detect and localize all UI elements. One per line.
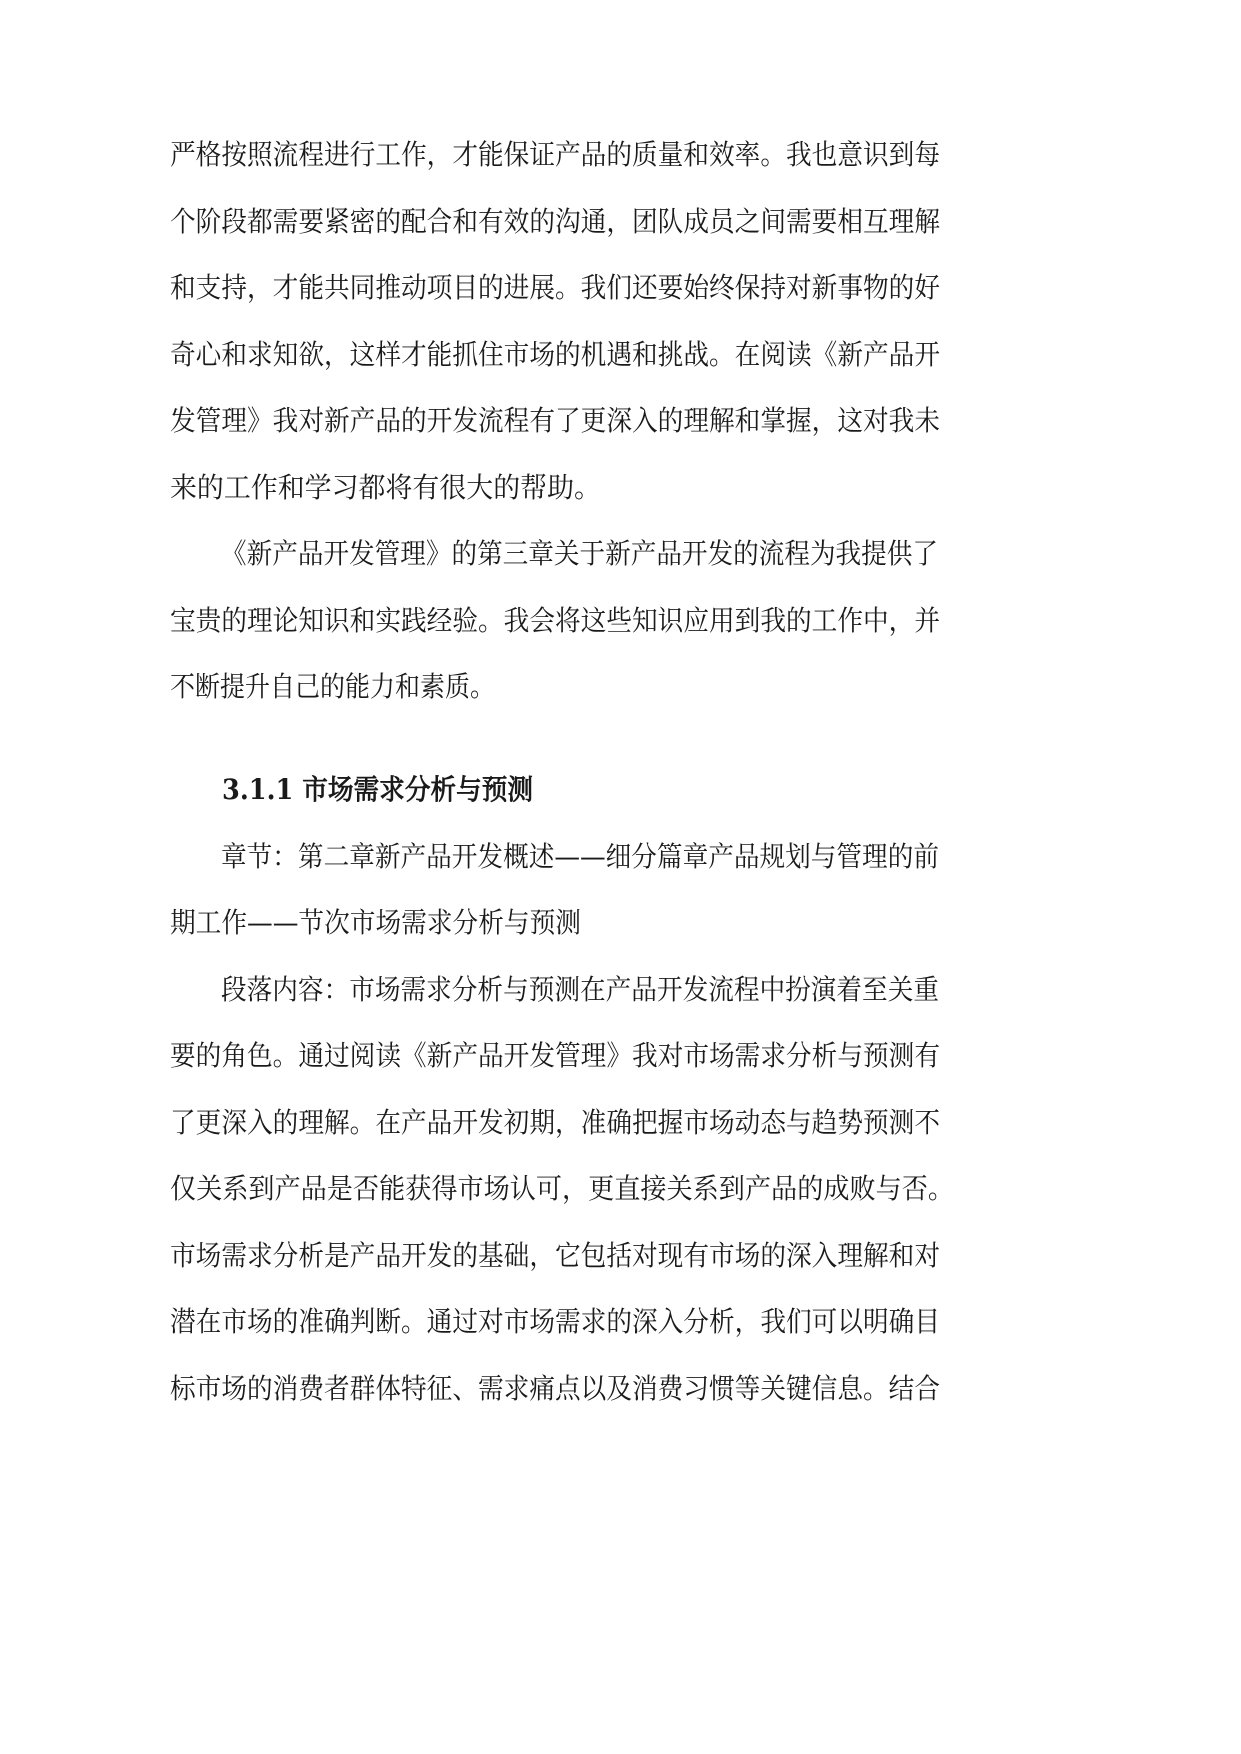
line-text: 和支持，才能共同推动项目的进展。我们还要始终保持对新事物的好 xyxy=(170,271,940,304)
line-text: 发管理》我对新产品的开发流程有了更深入的理解和掌握，这对我未 xyxy=(170,404,940,437)
section-heading xyxy=(0,770,1241,810)
paragraph-line xyxy=(0,667,1241,707)
paragraph-line xyxy=(0,1302,1241,1342)
paragraph-line xyxy=(0,1103,1241,1143)
paragraph-line xyxy=(0,903,1241,943)
line-text: 章节：第二章新产品开发概述——细分篇章产品规划与管理的前 xyxy=(221,840,939,873)
paragraph-line xyxy=(0,1036,1241,1076)
line-text: 来的工作和学习都将有很大的帮助。 xyxy=(170,471,601,504)
line-text: 奇心和求知欲，这样才能抓住市场的机遇和挑战。在阅读《新产品开 xyxy=(170,338,940,371)
paragraph-line xyxy=(0,1169,1241,1209)
line-text: 标市场的消费者群体特征、需求痛点以及消费习惯等关键信息。结合 xyxy=(170,1372,940,1405)
paragraph-line xyxy=(0,970,1241,1010)
paragraph-line xyxy=(0,401,1241,441)
line-text: 段落内容：市场需求分析与预测在产品开发流程中扮演着至关重 xyxy=(221,973,939,1006)
line-text: 严格按照流程进行工作，才能保证产品的质量和效率。我也意识到每 xyxy=(170,138,940,171)
paragraph-line xyxy=(0,268,1241,308)
section-heading-text: 3.1.1 市场需求分析与预测 xyxy=(222,773,533,806)
line-text: 潜在市场的准确判断。通过对市场需求的深入分析，我们可以明确目 xyxy=(170,1305,940,1338)
line-text: 宝贵的理论知识和实践经验。我会将这些知识应用到我的工作中，并 xyxy=(170,604,940,637)
line-text: 仅关系到产品是否能获得市场认可，更直接关系到产品的成败与否。 xyxy=(170,1172,954,1205)
line-text: 要的角色。通过阅读《新产品开发管理》我对市场需求分析与预测有 xyxy=(170,1039,940,1072)
paragraph-line xyxy=(0,1369,1241,1409)
line-text: 市场需求分析是产品开发的基础，它包括对现有市场的深入理解和对 xyxy=(170,1239,940,1272)
paragraph-line xyxy=(0,202,1241,242)
line-text: 了更深入的理解。在产品开发初期，准确把握市场动态与趋势预测不 xyxy=(170,1106,940,1139)
paragraph-line xyxy=(0,534,1241,574)
line-text: 不断提升自己的能力和素质。 xyxy=(170,670,495,703)
line-text: 期工作——节次市场需求分析与预测 xyxy=(170,906,581,939)
paragraph-line xyxy=(0,1236,1241,1276)
paragraph-line xyxy=(0,335,1241,375)
line-text: 《新产品开发管理》的第三章关于新产品开发的流程为我提供了 xyxy=(221,537,938,570)
paragraph-line xyxy=(0,135,1241,175)
paragraph-line xyxy=(0,468,1241,508)
paragraph-line xyxy=(0,837,1241,877)
line-text: 个阶段都需要紧密的配合和有效的沟通，团队成员之间需要相互理解 xyxy=(170,205,940,238)
paragraph-line xyxy=(0,601,1241,641)
